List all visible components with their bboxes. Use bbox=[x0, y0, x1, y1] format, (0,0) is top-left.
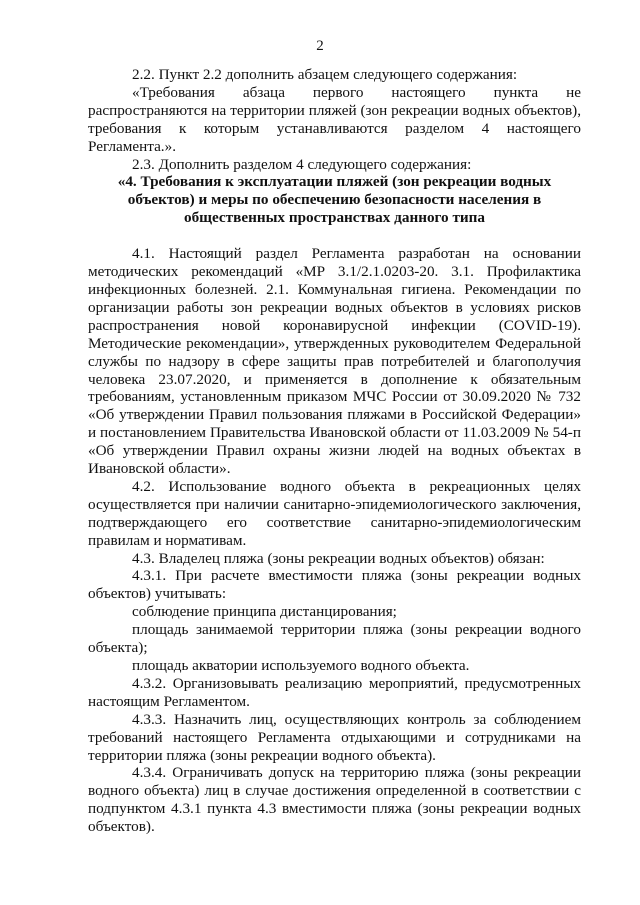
spacer bbox=[88, 227, 581, 245]
list-item: соблюдение принципа дистанцирования; bbox=[132, 603, 397, 621]
document-body bbox=[88, 66, 581, 836]
paragraph-4-3-1: 4.3.1. При расчете вместимости пляжа (зоны рекреации водных объектов) учитывать: bbox=[88, 567, 581, 603]
paragraph-4-3-2: 4.3.2. Организовывать реализацию мероприятий, предусмотренных настоящим Регламентом. bbox=[88, 674, 581, 710]
section-title: «4. Требования к эксплуатации пляжей (зон рекреации водных объектов) и меры по обеспечению безопасности населения в общественных пространствах данного типа bbox=[117, 173, 552, 227]
paragraph-2-3: 2.3. Дополнить разделом 4 следующего содержания: bbox=[132, 155, 472, 173]
page-number: 2 bbox=[316, 38, 324, 54]
paragraph-4-3: 4.3. Владелец пляжа (зоны рекреации водных объектов) обязан: bbox=[132, 549, 545, 567]
paragraph-2-2: 2.2. Пункт 2.2 дополнить абзацем следующего содержания: bbox=[132, 66, 518, 83]
paragraph-4-3-3: 4.3.3. Назначить лиц, осуществляющих контроль за соблюдением требований настоящего Регламента отдыхающими и сотрудниками на территории пляжа (зоны рекреации водного объекта). bbox=[88, 710, 581, 764]
paragraph-4-1: 4.1. Настоящий раздел Регламента разработан на основании методических рекомендаций «МР 3.1/2.1.0203-20. 3.1. Профилактика инфекционных болезней. 2.1. Коммунальная гигиена. Рекомендации по организации работы зон рекреации водных объектов в условиях рисков распространения новой коронавирусной инфекции (COVID-19). Методические рекомендации», утвержденных руководителем Федеральной службы по надзору в сфере защиты прав потребителей и благополучия человека 23.07.2020, и применяется в дополнение к обязательным требованиям, установленным приказом МЧС России от 30.09.2020 № 732 «Об утверждении Правил пользования пляжами в Российской Федерации» и постановлением Правительства Ивановской области от 11.03.2009 № 54-п «Об утверждении Правил охраны жизни людей на водных объектах в Ивановской области». bbox=[88, 245, 581, 478]
paragraph-4-2: 4.2. Использование водного объекта в рекреационных целях осуществляется при наличии санитарно-эпидемиологического заключения, подтверждающего его соответствие санитарно-эпидемиологическим правилам и нормативам. bbox=[88, 477, 581, 549]
list-item: площадь занимаемой территории пляжа (зоны рекреации водного объекта); bbox=[88, 621, 581, 657]
list-item: площадь акватории используемого водного объекта. bbox=[132, 657, 470, 674]
paragraph-4-3-4: 4.3.4. Ограничивать допуск на территорию пляжа (зоны рекреации водного объекта) лиц в случае достижения определенной в соответствии с подпунктом 4.3.1 пункта 4.3 вместимости пляжа (зоны рекреации водных объектов). bbox=[88, 764, 581, 836]
paragraph-quote: «Требования абзаца первого настоящего пункта не распространяются на территории пляжей (зон рекреации водных объектов), требования к которым устанавливаются разделом 4 настоящего Регламента.». bbox=[88, 83, 581, 155]
